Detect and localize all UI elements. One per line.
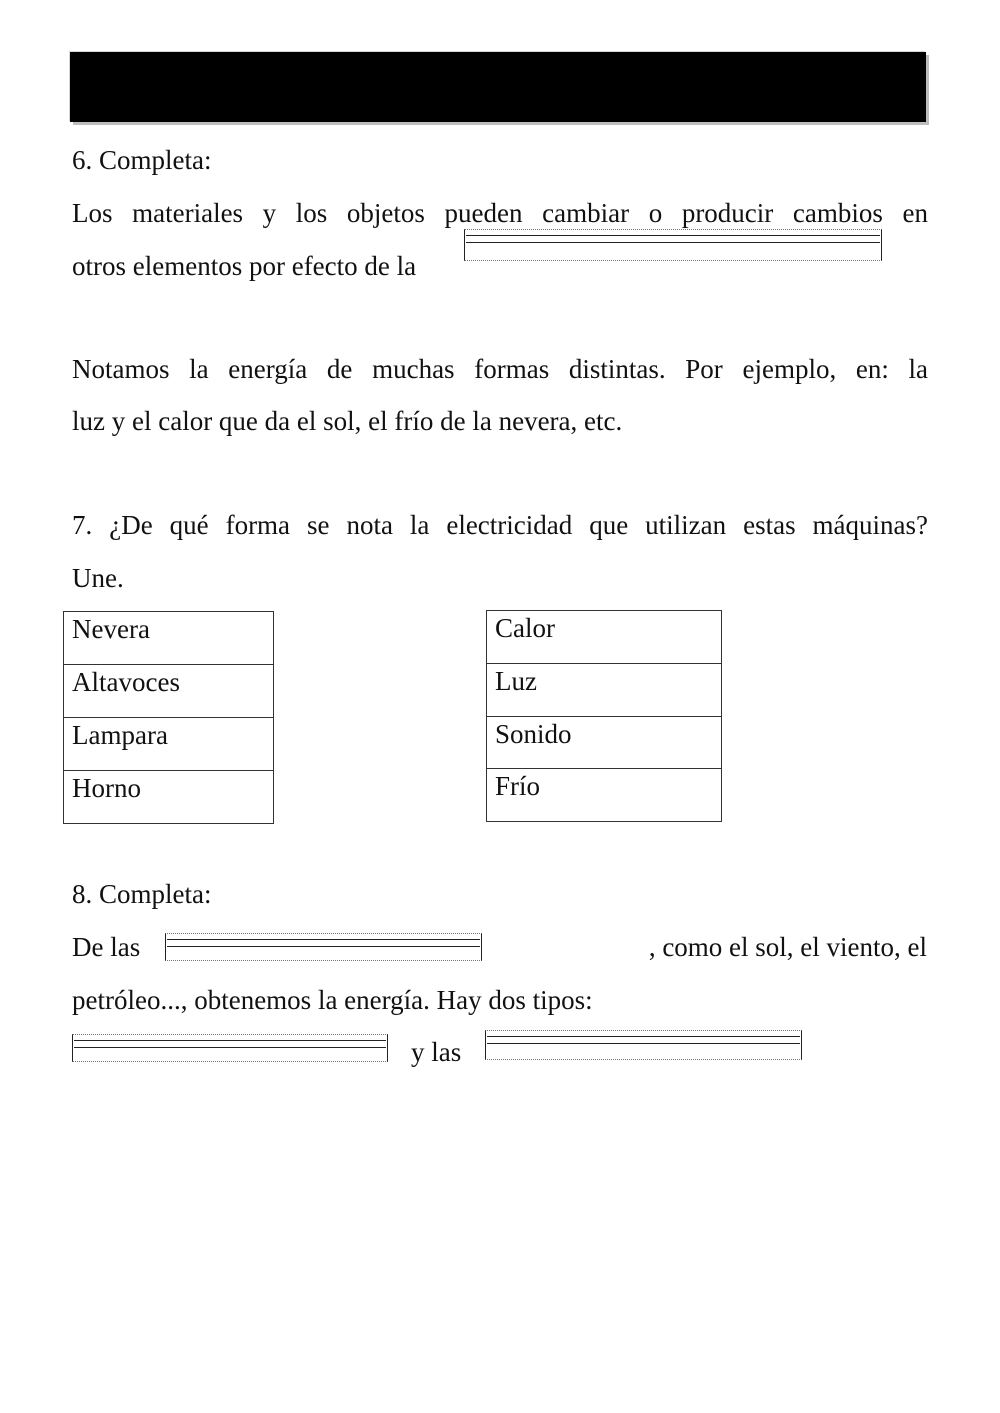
q6-heading: 6. Completa: <box>72 145 212 175</box>
q8-answer-field-1[interactable] <box>165 933 482 961</box>
effect-item[interactable]: Luz <box>487 664 722 717</box>
effect-item[interactable]: Frío <box>487 769 722 822</box>
q8-connector: y las <box>411 1037 462 1067</box>
effects-table <box>486 610 722 822</box>
effect-item[interactable]: Sonido <box>487 717 722 769</box>
q8-answer-field-3[interactable] <box>485 1030 802 1060</box>
machine-item[interactable]: Nevera <box>64 612 274 665</box>
machine-item[interactable]: Horno <box>64 771 274 824</box>
q6-answer-field[interactable] <box>464 229 882 261</box>
effect-item[interactable]: Calor <box>487 611 722 664</box>
q6-sentence-line1: Los materiales y los objetos pueden cambiar o producir cambios en <box>72 198 928 228</box>
title-bar <box>70 52 926 122</box>
q8-heading: 8. Completa: <box>72 879 212 909</box>
q8-line2: petróleo..., obtenemos la energía. Hay dos tipos: <box>72 985 593 1015</box>
q8-line1-start: De las <box>72 932 141 962</box>
q8-line1-end: , como el sol, el viento, el <box>648 932 927 962</box>
q6-sentence-line2: otros elementos por efecto de la <box>72 251 417 281</box>
machine-item[interactable]: Altavoces <box>64 665 274 718</box>
q7-question-line2: Une. <box>72 563 124 593</box>
machines-table <box>63 611 274 824</box>
note-line1: Notamos la energía de muchas formas distintas. Por ejemplo, en: la <box>72 354 928 384</box>
machine-item[interactable]: Lampara <box>64 718 274 771</box>
q8-answer-field-2[interactable] <box>72 1034 388 1062</box>
note-line2: luz y el calor que da el sol, el frío de la nevera, etc. <box>72 406 623 436</box>
q7-question-line1: 7. ¿De qué forma se nota la electricidad que utilizan estas máquinas? <box>72 510 928 540</box>
